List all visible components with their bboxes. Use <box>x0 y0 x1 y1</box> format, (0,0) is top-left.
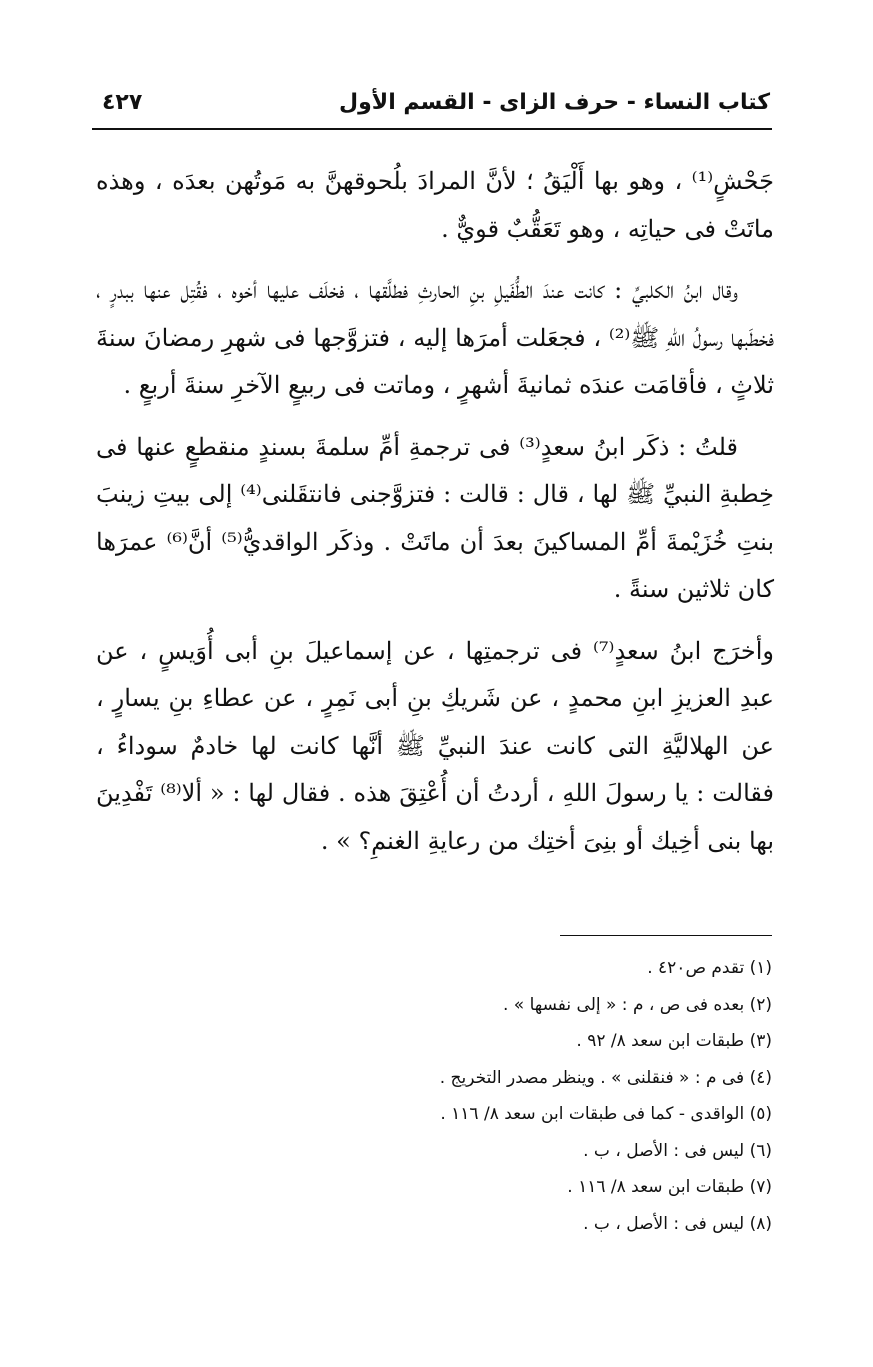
footnote-3: (٣) طبقات ابن سعد ٨/ ٩٢ . <box>576 1031 772 1051</box>
main-text <box>96 158 774 865</box>
footnote-8: (٨) ليس فى : الأصل ، ب . <box>583 1213 772 1234</box>
footnotes <box>96 950 772 1242</box>
footnote-1: (١) تقدم ص٤٢٠ . <box>647 958 772 978</box>
paragraph-4: وأخرَج ابنُ سعدٍ⁽⁷⁾ فى ترجمتِها ، عن إسماعيلَ بنِ أبى أُوَيسٍ ، عن عبدِ العزيزِ ابنِ محمدٍ ، عن شَريكِ بنِ أبى نَمِرٍ ، عن عطاءِ بنِ يسارٍ ، عن الهلاليَّةِ التى كانت عندَ النبيِّ ﷺ أنَّها كانت لها خادمٌ سوداءُ ، فقالت : يا رسولَ اللهِ ، أردتُ أن أُعْتِقَ هذه . فقال لها : « ألا⁽⁸⁾ تَفْدِينَ بها بنى أخِيك أو بنِىَ أختِك من رعايةِ الغنمِ؟ » . <box>96 636 774 855</box>
footnote-6: (٦) ليس فى : الأصل ، ب . <box>583 1140 772 1161</box>
footnote-rule <box>560 935 772 936</box>
footnote-5: (٥) الواقدى - كما فى طبقات ابن سعد ٨/ ١١٦ . <box>440 1104 772 1124</box>
footnote-4: (٤) فى م : « فنقلنى » . وينظر مصدر التخريج . <box>439 1067 772 1088</box>
footnote-7: (٧) طبقات ابن سعد ٨/ ١١٦ . <box>567 1177 772 1197</box>
page-number: ٤٢٧ <box>102 90 143 115</box>
header-title: كتاب النساء - حرف الزاى - القسم الأول <box>339 90 770 115</box>
footnote-2: (٢) بعده فى ص ، م : « إلى نفسها » . <box>503 994 772 1015</box>
running-header <box>92 86 770 126</box>
header-rule <box>92 128 772 130</box>
paragraph-3: قلتُ : ذكَر ابنُ سعدٍ⁽³⁾ فى ترجمةِ أمِّ سلمةَ بسندٍ منقطعٍ عنها فى خِطبةِ النبيِّ ﷺ لها ، قال : قالت : فتزوَّجنى فانتقَلنى⁽⁴⁾ إلى بيتِ زينبَ بنتِ خُزَيْمةَ أمِّ المساكينَ بعدَ أن ماتَتْ . وذكَر الواقديُّ⁽⁵⁾ أنَّ⁽⁶⁾ عمرَها كان ثلاثين سنةً . <box>96 432 774 603</box>
paragraph-1: جَحْشٍ⁽¹⁾ ، وهو بها أَلْيَقُ ؛ لأنَّ المرادَ بلُحوقهنَّ به مَوتُهن بعدَه ، وهذه ماتَتْ فى حياتِه ، وهو تَعَقُّبٌ قويٌّ . <box>96 167 775 243</box>
paragraph-2: وقال ابنُ الكلبيِّ : كانت عندَ الطُّفَيلِ بنِ الحارثِ فطلَّقها ، فخلَف عليها أخوه ، فقُتِل عنها ببدرٍ ، فخطَبها رسولُ اللهِ ﷺ⁽²⁾ ، فجعَلت أمرَها إليه ، فتزوَّجها فى شهرِ رمضانَ سنةَ ثلاثٍ ، فأقامَت عندَه ثمانيةَ أشهرٍ ، وماتت فى ربيعٍ الآخرِ سنةَ أربعٍ . <box>96 276 774 399</box>
